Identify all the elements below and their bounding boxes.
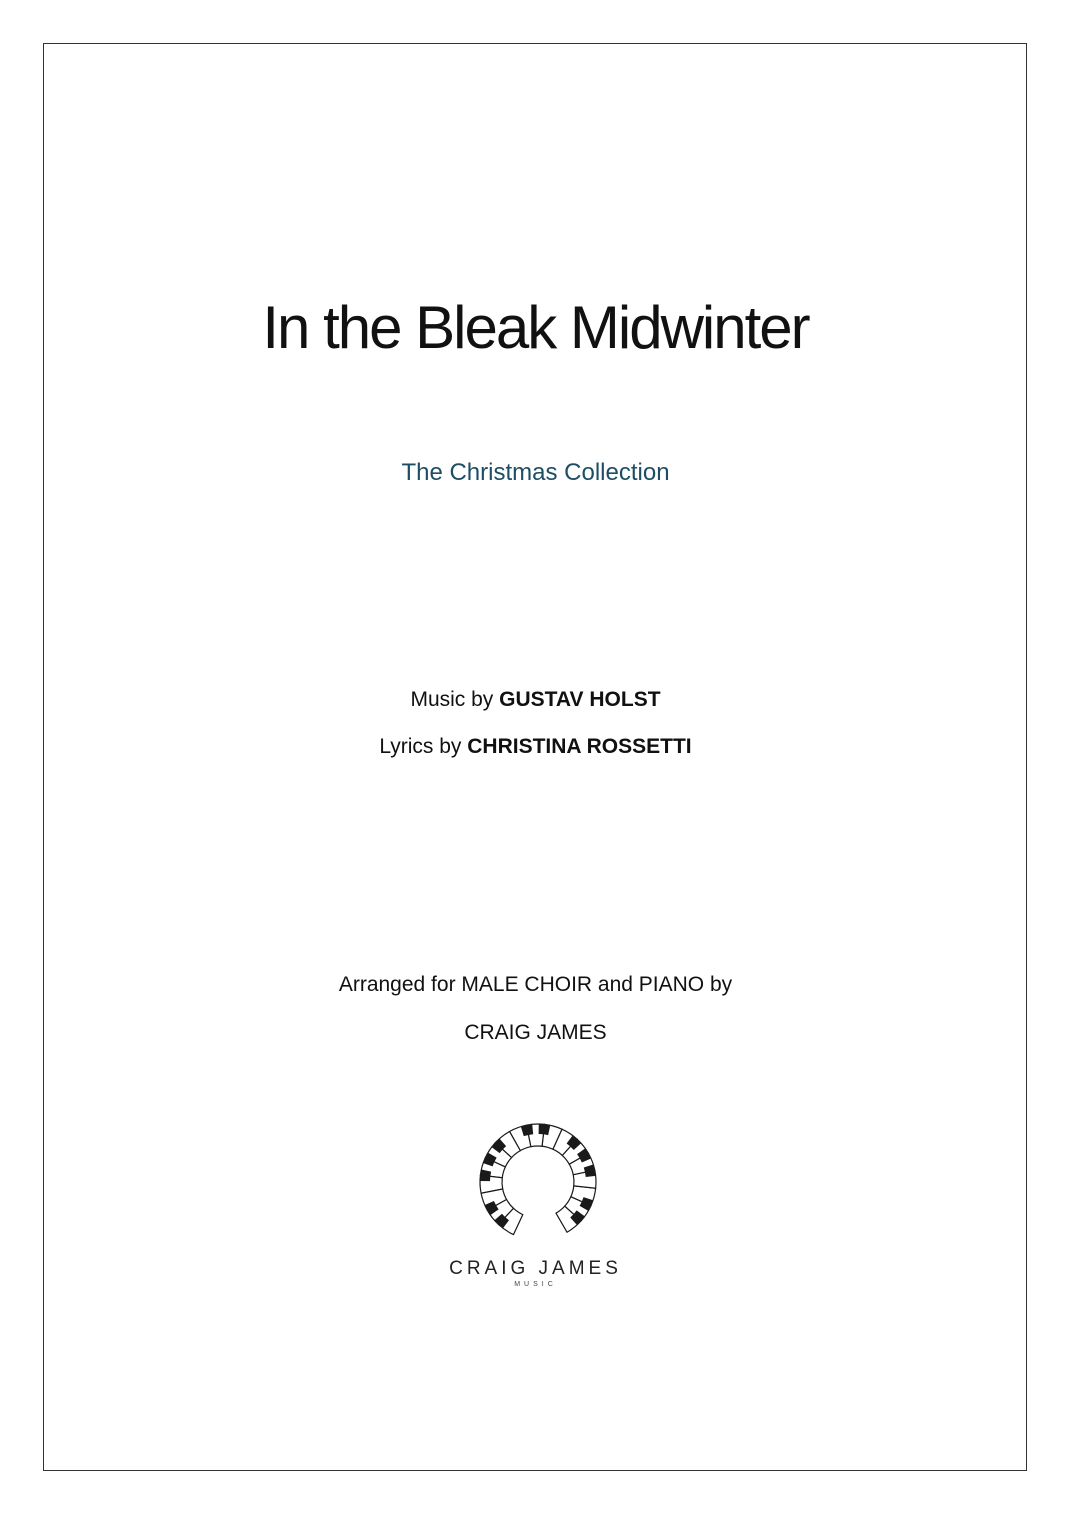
music-credit-prefix: Music by bbox=[410, 688, 500, 711]
arrangement-line: Arranged for MALE CHOIR and PIANO by bbox=[338, 973, 733, 996]
lyricist-name: CHRISTINA ROSSETTI bbox=[467, 735, 692, 758]
collection-subtitle: The Christmas Collection bbox=[401, 459, 670, 486]
composer-name: GUSTAV HOLST bbox=[499, 688, 661, 711]
logo-wordmark: CRAIG JAMES bbox=[449, 1258, 622, 1279]
logo-subtext: MUSIC bbox=[514, 1281, 557, 1288]
lyrics-credit bbox=[0, 733, 1071, 761]
page-title: In the Bleak Midwinter bbox=[262, 294, 809, 361]
piano-keys-c-logo-icon bbox=[470, 1112, 600, 1242]
arranger-name: CRAIG JAMES bbox=[464, 1021, 607, 1044]
logo-keys bbox=[480, 1124, 596, 1235]
lyrics-credit-prefix: Lyrics by bbox=[379, 735, 468, 758]
music-credit bbox=[0, 686, 1071, 714]
